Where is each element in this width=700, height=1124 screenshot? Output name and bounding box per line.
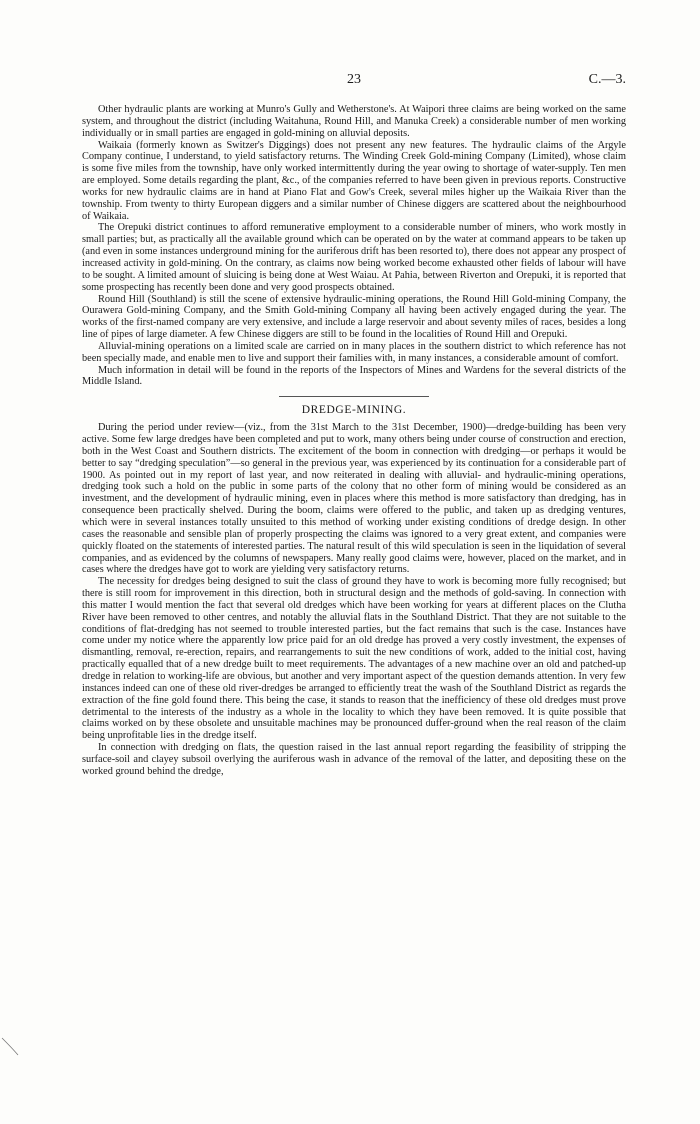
paragraph-waikaia: Waikaia (formerly known as Switzer's Diggings) does not present any new features. The hydraulic claims of the Argyle Company continue, I understand, to yield satisfactory returns. The Winding Creek Gold-mining Company (Limited), whose claim is some five miles from the township, have only worked intermittently during the year owing to shortage of water-supply. Ten men are employed. Some details regarding the plant, &c., of the companies referred to have been given in previous reports. Constructive works for new hydraulic claims are in hand at Piano Flat and Gow's Creek, several miles higher up the Waikaia River than the township. From twenty to thirty European diggers and a similar number of Chinese diggers are scattered about the neighbourhood of Waikaia. [82, 139, 626, 222]
paragraph-hydraulic-plants: Other hydraulic plants are working at Munro's Gully and Wetherstone's. At Waipori three claims are being worked on the same system, and throughout the district (including Waitahuna, Round Hill, and Manuka Creek) a considerable number of men working individually or in small parties are engaged in gold-mining on alluvial deposits. [82, 104, 626, 139]
paragraph-dredge-boom: During the period under review—(viz., from the 31st March to the 31st December, 1900)—dredge-building has been very active. Some few large dredges have been completed and put to work, many others being under course of construction and erection, both in the West Coast and Southern districts. The excitement of the boom in connection with dredging—or perhaps it would be better to say “dredging speculation”—so general in the previous year, was experienced by its continuation for a considerable part of 1900. As pointed out in my report of last year, and now reiterated in dealing with alluvial- and hydraulic-mining operations, dredging took such a hold on the public in some parts of the colony that no other form of mining would be considered as an investment, and the development of hydraulic mining, even in places where this method is more satisfactory than dredging, has in consequence been practically shelved. During the boom, claims were offered to the public, and taken up as dredging ventures, which were in several instances totally unsuited to this method of working under existing conditions of dredge design. In other cases the reasonable and sensible plan of properly prospecting the claims was ignored to a very great extent, and companies were quickly floated on the statements of interested parties. The natural result of this wild speculation is seen in the liquidation of several companies, and as evidenced by the columns of newspapers. Many really good claims were, however, placed on the market, and in cases where the dredges have got to work are yielding very satisfactory returns. [82, 422, 626, 576]
paragraph-alluvial-mining: Alluvial-mining operations on a limited scale are carried on in many places in the southern district to which reference has not been specially made, and enable men to live and support their families with, in many instances, a considerable amount of comfort. [82, 340, 626, 364]
paragraph-orepuki: The Orepuki district continues to afford remunerative employment to a considerable number of miners, who work mostly in small parties; but, as practically all the available ground which can be operated on by the water at command appears to be taken up (and even in some instances underground mining for the auriferous drift has been resorted to), there does not appear any prospect of increased activity in gold-mining. On the contrary, as claims now being worked become exhausted other fields of labour will have to be sought. A limited amount of sluicing is being done at West Waiau. At Pahia, between Riverton and Orepuki, it is reported that some prospecting has recently been done and very good prospects obtained. [82, 222, 626, 293]
section-title-dredge-mining: DREDGE-MINING. [301, 404, 407, 417]
report-body [82, 104, 626, 778]
paragraph-round-hill: Round Hill (Southland) is still the scene of extensive hydraulic-mining operations, the Round Hill Gold-mining Company, the Ourawera Gold-mining Company, and the Smith Gold-mining Company all having been actively engaged during the year. The works of the first-named company are very extensive, and include a large reservoir and about seventy miles of races, besides a long line of pipes of large diameter. A few Chinese diggers are still to be found in the localities of Round Hill and Orepuki. [82, 293, 626, 341]
section-divider [279, 396, 429, 397]
paragraph-dredge-design: The necessity for dredges being designed to suit the class of ground they have to work is becoming more fully recognised; but there is still room for improvement in this direction, both in structural design and the methods of gold-saving. In connection with this matter I would mention the fact that several old dredges which have been working for years at different places on the Clutha River have been removed to other centres, and notably the alluvial flats in the Southland District. That they are not suitable to the conditions of flat-dredging has not seemed to trouble interested parties, but the fact remains that such is the case. Instances have come under my notice where the apparently low price paid for an old dredge has proved a very costly investment, the expenses of dismantling, removal, re-erection, repairs, and rearrangements to suit the new conditions of work, added to the initial cost, having practically equalled that of a new dredge built to meet requirements. The advantages of a new machine over an old and patched-up dredge in relation to working-life are obvious, but another and very important aspect of the question demands attention. In very few instances indeed can one of these old river-dredges be arranged to efficiently treat the wash of the Southland District as regards the extraction of the fine gold found there. This being the case, it stands to reason that the inefficiency of these old dredges must prove detrimental to the interests of the industry as a whole in the locality to which they have been removed. It is quite possible that claims worked on by these obsolete and unsuitable machines may be pronounced duffer-ground when the real reason of the claim being unprofitable lies in the dredge itself. [82, 576, 626, 742]
paragraph-flat-dredging: In connection with dredging on flats, the question raised in the last annual report regarding the feasibility of stripping the surface-soil and clayey subsoil overlying the auriferous wash in advance of the removal of the latter, and depositing these on the worked ground behind the dredge, [82, 742, 626, 777]
paragraph-inspectors-reports: Much information in detail will be found in the reports of the Inspectors of Mines and Wardens for the several districts of the Middle Island. [82, 364, 626, 388]
page-number: 23 [347, 72, 361, 87]
document-reference: C.—3. [588, 72, 626, 87]
page-header [82, 72, 626, 92]
margin-pencil-mark [0, 1036, 22, 1058]
